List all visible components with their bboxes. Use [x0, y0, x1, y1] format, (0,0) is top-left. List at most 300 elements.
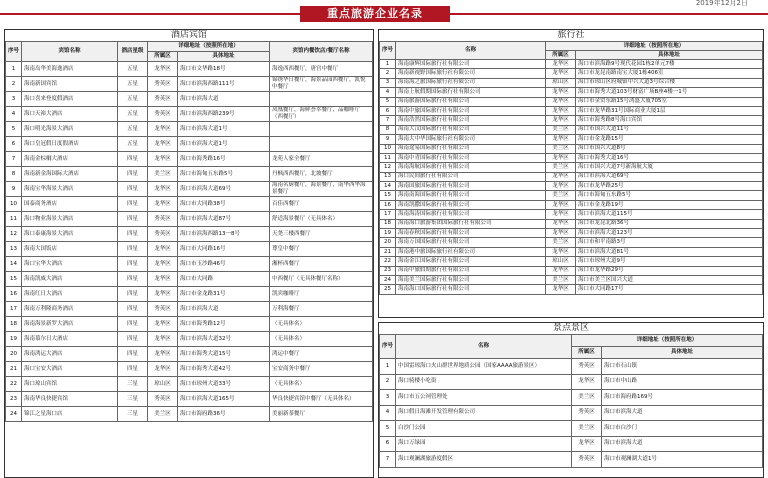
hotels-cell-no: 8	[6, 167, 22, 182]
hotels-cell-district: 龙华区	[148, 62, 178, 77]
hotels-header-district: 所属区	[148, 52, 178, 62]
travel-cell-address: 海口市金龙路19号	[576, 200, 763, 209]
hotels-row	[6, 152, 373, 167]
travel-cell-name: 海南海口旅游集团国际旅行社有限公司	[396, 219, 546, 228]
travel-cell-address: 海口市滨海大道123号	[576, 229, 763, 238]
hotels-cell-name: 锦江之星海口店	[22, 407, 118, 422]
hotels-cell-district: 龙华区	[148, 317, 178, 332]
hotels-cell-address: 海口市海甸五东路5号	[178, 167, 270, 182]
hotels-cell-name: 海南华良快捷宾馆	[22, 392, 118, 407]
hotels-cell-no: 23	[6, 392, 22, 407]
hotels-cell-district: 龙华区	[148, 287, 178, 302]
hotels-cell-no: 16	[6, 287, 22, 302]
hotels-cell-address: 海口市滨海大道	[178, 302, 270, 317]
travel-cell-name: 海南港中旅国际旅行社有限公司	[396, 247, 546, 256]
hotels-cell-district: 龙华区	[148, 347, 178, 362]
hotels-row	[6, 62, 373, 77]
travel-row	[380, 238, 763, 247]
travel-cell-district: 龙华区	[546, 60, 576, 69]
travel-cell-name: 海南中青国际旅行社有限公司	[396, 153, 546, 162]
scenic-cell-no: 3	[380, 390, 396, 406]
travel-cell-district: 龙华区	[546, 135, 576, 144]
travel-cell-district: 美兰区	[546, 275, 576, 284]
travel-cell-name: 海南途易国际旅行社有限公司	[396, 144, 546, 153]
travel-cell-no: 19	[380, 229, 396, 238]
hotels-cell-district: 秀英区	[148, 392, 178, 407]
hotels-cell-no: 20	[6, 347, 22, 362]
travel-row	[380, 191, 763, 200]
scenic-row	[380, 405, 763, 421]
hotels-cell-address: 海口市海秀大道15号	[178, 347, 270, 362]
travel-cell-name: 海南上航假期国际旅行社有限公司	[396, 88, 546, 97]
scenic-row	[380, 452, 763, 468]
travel-cell-name: 海南海口国际旅行社有限公司	[396, 285, 546, 294]
hotels-cell-star: 四星	[118, 287, 148, 302]
scenic-cell-no: 6	[380, 436, 396, 452]
hotels-cell-restaurant	[270, 122, 373, 137]
hotels-row	[6, 137, 373, 152]
scenic-header-address: 具体地址	[602, 347, 763, 359]
hotels-cell-star: 四星	[118, 212, 148, 227]
travel-cell-address: 海口市龙华路29号	[576, 266, 763, 275]
hotels-cell-restaurant: 海逸西西餐厅，唐宫中餐厅	[270, 62, 373, 77]
hotels-cell-no: 18	[6, 317, 22, 332]
scenic-cell-no: 2	[380, 374, 396, 390]
hotels-cell-district: 龙华区	[148, 242, 178, 257]
hotels-cell-name: 海南新国宾馆	[22, 77, 118, 92]
scenic-cell-address: 海口市观澜湖大道1号	[602, 452, 763, 468]
hotels-cell-restaurant: 万利海餐厅	[270, 302, 373, 317]
hotels-cell-name: 海口泰康海景大酒店	[22, 227, 118, 242]
hotels-cell-address: 海口市海秀路12号	[178, 317, 270, 332]
travel-cell-name: 海南国旅国际旅行社有限公司	[396, 182, 546, 191]
travel-cell-no: 3	[380, 78, 396, 87]
hotels-cell-restaurant: 锦绣华日餐厅，海景品园西餐厅，凯悦中餐厅	[270, 77, 373, 92]
hotels-cell-district: 龙华区	[148, 257, 178, 272]
hotels-cell-address: 海口市滨海西路13一8号	[178, 227, 270, 242]
travel-row	[380, 135, 763, 144]
travel-cell-district: 琼山区	[546, 257, 576, 266]
travel-cell-address: 海口市龙华路25号	[576, 182, 763, 191]
hotels-cell-name: 海南红日大酒店	[22, 287, 118, 302]
hotels-cell-name: 海南金棕榈大酒店	[22, 152, 118, 167]
hotels-cell-name: 国泰商务酒店	[22, 197, 118, 212]
hotels-cell-star: 三星	[118, 377, 148, 392]
hotels-row	[6, 377, 373, 392]
scenic-cell-district: 龙华区	[572, 436, 602, 452]
hotels-cell-no: 24	[6, 407, 22, 422]
hotels-cell-star: 四星	[118, 227, 148, 242]
hotels-cell-no: 13	[6, 242, 22, 257]
hotels-panel	[4, 29, 374, 478]
travel-cell-address: 海口市海甸五东路5号	[576, 191, 763, 200]
hotels-cell-star: 四星	[118, 182, 148, 197]
scenic-cell-no: 7	[380, 452, 396, 468]
travel-header-no: 序号	[380, 42, 396, 60]
hotels-cell-address: 海口市滨海大道165号	[178, 392, 270, 407]
hotels-cell-name: 海南万利隆商务酒店	[22, 302, 118, 317]
travel-cell-address: 海口市国兴大道7号新海航大厦	[576, 163, 763, 172]
hotels-cell-name: 海口琼山宾馆	[22, 377, 118, 392]
scenic-cell-address: 海口市石山镇	[602, 359, 763, 375]
hotels-cell-restaurant: 海南名厨餐厅，海景餐厅，南华西华海景餐厅	[270, 182, 373, 197]
hotels-cell-no: 10	[6, 197, 22, 212]
travel-cell-no: 4	[380, 88, 396, 97]
hotels-cell-address: 海口市滨海西路111号	[178, 77, 270, 92]
hotels-row	[6, 287, 373, 302]
hotels-cell-no: 6	[6, 137, 22, 152]
hotels-cell-no: 7	[6, 152, 22, 167]
scenic-cell-name: 海口万绿园	[396, 436, 572, 452]
travel-cell-no: 1	[380, 60, 396, 69]
travel-cell-district: 龙华区	[546, 182, 576, 191]
hotels-cell-restaurant: 华良快捷宾馆中餐厅（无具体名）	[270, 392, 373, 407]
hotels-row	[6, 332, 373, 347]
hotels-cell-district: 秀英区	[148, 212, 178, 227]
travel-cell-district: 龙华区	[546, 69, 576, 78]
hotels-cell-restaurant: 百佳西餐厅	[270, 197, 373, 212]
hotels-cell-address: 海口市大同路16号	[178, 242, 270, 257]
hotels-cell-star: 五星	[118, 92, 148, 107]
hotels-header-name: 宾馆名称	[22, 42, 118, 62]
scenic-cell-address: 海口市白沙门	[602, 421, 763, 437]
hotels-cell-star: 四星	[118, 152, 148, 167]
hotels-cell-address: 海口市滨海大道87号	[178, 212, 270, 227]
travel-header-district: 所属区	[546, 51, 576, 60]
hotels-cell-address: 海口市滨海大道1号	[178, 122, 270, 137]
scenic-cell-no: 1	[380, 359, 396, 375]
hotels-row	[6, 122, 373, 137]
travel-cell-no: 8	[380, 125, 396, 134]
hotels-row	[6, 362, 373, 377]
scenic-panel	[378, 322, 764, 478]
hotels-cell-address: 海口市滨海西路239号	[178, 107, 270, 122]
travel-row	[380, 247, 763, 256]
hotels-cell-restaurant	[270, 92, 373, 107]
scenic-header-name: 名称	[396, 335, 572, 359]
travel-cell-name: 海南中旅国际旅行社有限公司	[396, 106, 546, 115]
hotels-cell-restaurant: 丹枫西西餐厅，北坡餐厅	[270, 167, 373, 182]
travel-header-address-group: 详细地址（按照所在地）	[546, 42, 763, 51]
hotels-cell-address: 海口市大同路38号	[178, 197, 270, 212]
scenic-cell-district: 美兰区	[572, 390, 602, 406]
hotels-cell-district: 龙华区	[148, 152, 178, 167]
hotels-cell-name: 海南海景新罗大酒店	[22, 317, 118, 332]
travel-row	[380, 285, 763, 294]
hotels-cell-district: 美兰区	[148, 407, 178, 422]
scenic-cell-name: 海口骑楼小吃街	[396, 374, 572, 390]
hotels-cell-district: 龙华区	[148, 182, 178, 197]
travel-cell-no: 9	[380, 135, 396, 144]
hotels-cell-address: 海口市金龙路31号	[178, 287, 270, 302]
travel-cell-no: 22	[380, 257, 396, 266]
travel-cell-address: 海口市美兰区国兴大道	[576, 275, 763, 284]
hotels-row	[6, 212, 373, 227]
travel-cell-address: 海口市金龙路15号	[576, 135, 763, 144]
travel-cell-address: 海口市滨海大道115号	[576, 210, 763, 219]
hotels-cell-restaurant: 凤凰餐厅，海鲜荟萃餐厅，品咖啡厅（西餐厅）	[270, 107, 373, 122]
scenic-cell-district: 秀英区	[572, 359, 602, 375]
hotels-cell-address: 海口市玉沙路46号	[178, 257, 270, 272]
hotels-row	[6, 107, 373, 122]
hotels-cell-name: 海口天裕大酒店	[22, 107, 118, 122]
hotels-header-address: 具体地址	[178, 52, 270, 62]
hotels-cell-no: 14	[6, 257, 22, 272]
travel-row	[380, 69, 763, 78]
travel-cell-district: 琼山区	[546, 78, 576, 87]
travel-cell-district: 美兰区	[546, 191, 576, 200]
hotels-row	[6, 92, 373, 107]
hotels-cell-no: 21	[6, 362, 22, 377]
scenic-row	[380, 421, 763, 437]
travel-cell-address: 海口市海秀大道16号	[576, 153, 763, 162]
travel-cell-district: 龙华区	[546, 116, 576, 125]
travel-cell-address: 海口市龙昆南路南宝大厦1栋406室	[576, 69, 763, 78]
travel-cell-name: 海南万国国际旅行社有限公司	[396, 238, 546, 247]
hotels-cell-no: 19	[6, 332, 22, 347]
travel-row	[380, 229, 763, 238]
hotels-header-star: 酒店星级	[118, 42, 148, 62]
travel-cell-name: 海口民间旅行社有限公司	[396, 172, 546, 181]
hotels-cell-star: 四星	[118, 347, 148, 362]
hotels-cell-restaurant: 宝安商务中餐厅	[270, 362, 373, 377]
hotels-cell-star: 四星	[118, 317, 148, 332]
scenic-cell-name: 海口市五公祠管理处	[396, 390, 572, 406]
travel-cell-no: 13	[380, 172, 396, 181]
hotels-cell-restaurant: （无具体名）	[270, 377, 373, 392]
travel-row	[380, 275, 763, 284]
travel-cell-name: 海南中旅假期旅行社有限公司	[396, 266, 546, 275]
travel-row	[380, 163, 763, 172]
scenic-row	[380, 390, 763, 406]
scenic-row	[380, 374, 763, 390]
hotels-cell-address: 海口市海府路36号	[178, 407, 270, 422]
hotels-cell-star: 四星	[118, 332, 148, 347]
hotels-cell-no: 4	[6, 107, 22, 122]
hotels-cell-restaurant: 美丽新茶餐厅	[270, 407, 373, 422]
hotels-cell-name: 海南凯威大酒店	[22, 272, 118, 287]
hotels-cell-district: 龙华区	[148, 137, 178, 152]
hotels-cell-address: 海口市琼州大道33号	[178, 377, 270, 392]
travel-row	[380, 182, 763, 191]
travel-cell-address: 海口市国兴大道11号	[576, 125, 763, 134]
hotels-cell-star: 五星	[118, 77, 148, 92]
travel-cell-district: 龙华区	[546, 229, 576, 238]
hotels-cell-restaurant: 舒适海景餐厅（无具体名）	[270, 212, 373, 227]
travel-row	[380, 97, 763, 106]
scenic-cell-address: 海口市海府路169号	[602, 390, 763, 406]
travel-cell-district: 美兰区	[546, 238, 576, 247]
hotels-cell-star: 五星	[118, 137, 148, 152]
travel-cell-district: 龙华区	[546, 97, 576, 106]
travel-cell-no: 15	[380, 191, 396, 200]
travel-cell-district: 龙华区	[546, 153, 576, 162]
hotels-cell-restaurant	[270, 137, 373, 152]
scenic-cell-name: 中国雷琼海口火山群世界地质公园（国家AAAA旅游景区）	[396, 359, 572, 375]
travel-cell-no: 11	[380, 153, 396, 162]
hotels-cell-star: 五星	[118, 122, 148, 137]
hotels-cell-star: 四星	[118, 302, 148, 317]
travel-cell-district: 美兰区	[546, 163, 576, 172]
travel-cell-name: 海南凯撒国际旅行社有限公司	[396, 200, 546, 209]
travel-cell-address: 海口市金贸东路15号鸿盛大厦705室	[576, 97, 763, 106]
hotels-cell-district: 龙华区	[148, 332, 178, 347]
travel-row	[380, 172, 763, 181]
travel-row	[380, 153, 763, 162]
travel-row	[380, 200, 763, 209]
travel-row	[380, 78, 763, 87]
hotels-cell-name: 海口皇冠假日度假酒店	[22, 137, 118, 152]
hotels-cell-restaurant: 凯宾咖啡厅	[270, 287, 373, 302]
travel-row	[380, 116, 763, 125]
travel-cell-name: 海南金江国际旅行社有限公司	[396, 257, 546, 266]
travel-cell-name: 海南康辉国际旅行社有限公司	[396, 60, 546, 69]
hotels-cell-star: 三星	[118, 407, 148, 422]
hotels-cell-name: 海口宝华大酒店	[22, 257, 118, 272]
hotels-cell-address: 海口市文华路18号	[178, 62, 270, 77]
travel-cell-district: 龙华区	[546, 285, 576, 294]
travel-cell-address: 海口市国兴大道8号	[576, 144, 763, 153]
scenic-cell-address: 海口市中山路	[602, 374, 763, 390]
hotels-cell-restaurant: 天尧三楼西餐厅	[270, 227, 373, 242]
travel-cell-no: 20	[380, 238, 396, 247]
scenic-cell-district: 秀英区	[572, 405, 602, 421]
hotels-cell-restaurant: 龙苑人家全餐厅	[270, 152, 373, 167]
travel-cell-address: 海口市龙华路31号国际商业大厦1层	[576, 106, 763, 115]
hotels-cell-name: 海南大国饭店	[22, 242, 118, 257]
travel-panel	[378, 29, 764, 318]
date-stamp: 2019年12月2日	[695, 0, 748, 7]
travel-cell-district: 龙华区	[546, 219, 576, 228]
hotels-cell-district: 琼山区	[148, 377, 178, 392]
hotels-cell-name: 海南鸿运大酒店	[22, 347, 118, 362]
travel-row	[380, 60, 763, 69]
travel-cell-name: 海南美兰国际旅行社有限公司	[396, 275, 546, 284]
hotels-row	[6, 167, 373, 182]
travel-table	[379, 41, 763, 295]
hotels-cell-address: 海口市滨海大道1号	[178, 137, 270, 152]
travel-cell-no: 12	[380, 163, 396, 172]
hotels-cell-address: 海口市大同路	[178, 272, 270, 287]
travel-cell-no: 17	[380, 210, 396, 219]
hotels-row	[6, 77, 373, 92]
travel-cell-no: 24	[380, 275, 396, 284]
travel-cell-address: 海口市和平南路3号	[576, 238, 763, 247]
travel-cell-address: 海口市琼州大道9号	[576, 257, 763, 266]
travel-cell-address: 海口市大同路17号	[576, 285, 763, 294]
travel-cell-no: 18	[380, 219, 396, 228]
travel-cell-address: 海口市滨海大道69号	[576, 172, 763, 181]
hotels-cell-no: 2	[6, 77, 22, 92]
hotels-row	[6, 257, 373, 272]
hotels-cell-restaurant: （无具体名）	[270, 332, 373, 347]
travel-row	[380, 219, 763, 228]
travel-cell-district: 龙华区	[546, 247, 576, 256]
hotels-cell-star: 四星	[118, 362, 148, 377]
hotels-row	[6, 347, 373, 362]
hotels-cell-district: 秀英区	[148, 302, 178, 317]
scenic-cell-district: 美兰区	[572, 421, 602, 437]
travel-cell-address: 海口市琼山区府城镇中兴大道3号综合楼	[576, 78, 763, 87]
hotels-row	[6, 227, 373, 242]
hotels-header-restaurant: 宾馆内餐饮店/餐厅名称	[270, 42, 373, 62]
hotels-cell-star: 四星	[118, 257, 148, 272]
hotels-row	[6, 272, 373, 287]
travel-cell-district: 龙华区	[546, 172, 576, 181]
scenic-header-address-group: 详细地址（按照所在地）	[572, 335, 763, 347]
travel-cell-address: 海口市滨海大道81号	[576, 247, 763, 256]
travel-cell-no: 7	[380, 116, 396, 125]
hotels-cell-district: 美兰区	[148, 167, 178, 182]
travel-row	[380, 266, 763, 275]
travel-row	[380, 125, 763, 134]
hotels-cell-star: 五星	[118, 107, 148, 122]
travel-cell-district: 龙华区	[546, 106, 576, 115]
travel-cell-district: 龙华区	[546, 210, 576, 219]
scenic-row	[380, 436, 763, 452]
travel-row	[380, 210, 763, 219]
travel-cell-name: 海南浩然国际旅行社有限公司	[396, 116, 546, 125]
scenic-cell-name: 白沙门公园	[396, 421, 572, 437]
hotels-cell-district: 秀英区	[148, 77, 178, 92]
travel-cell-district: 龙华区	[546, 200, 576, 209]
hotels-cell-no: 3	[6, 92, 22, 107]
travel-cell-no: 25	[380, 285, 396, 294]
hotels-cell-district: 龙华区	[148, 362, 178, 377]
hotels-cell-no: 1	[6, 62, 22, 77]
hotels-cell-name: 海南新金海国际大酒店	[22, 167, 118, 182]
hotels-row	[6, 197, 373, 212]
hotels-row	[6, 242, 373, 257]
travel-cell-district: 龙华区	[546, 266, 576, 275]
hotels-cell-name: 海口宝安大酒店	[22, 362, 118, 377]
travel-cell-no: 10	[380, 144, 396, 153]
hotels-cell-district: 秀英区	[148, 107, 178, 122]
travel-header-name: 名称	[396, 42, 546, 60]
scenic-row	[380, 359, 763, 375]
travel-cell-name: 海南春秋国际旅行社有限公司	[396, 229, 546, 238]
travel-cell-no: 14	[380, 182, 396, 191]
travel-cell-name: 海南南海国际旅行社有限公司	[396, 191, 546, 200]
hotels-cell-no: 9	[6, 182, 22, 197]
hotels-cell-district: 龙华区	[148, 272, 178, 287]
travel-cell-address: 海口市龙昆北路36号	[576, 219, 763, 228]
hotels-row	[6, 392, 373, 407]
scenic-cell-no: 4	[380, 405, 396, 421]
hotels-row	[6, 182, 373, 197]
hotels-cell-address: 海口市滨海大道32号	[178, 332, 270, 347]
hotels-cell-no: 5	[6, 122, 22, 137]
hotels-cell-district: 龙华区	[148, 197, 178, 212]
travel-cell-name: 海南新视野国际旅行社有限公司	[396, 69, 546, 78]
travel-cell-no: 2	[380, 69, 396, 78]
hotels-title: 酒店宾馆	[170, 30, 207, 40]
scenic-cell-address: 海口市滨海大道	[602, 405, 763, 421]
hotels-row	[6, 302, 373, 317]
travel-cell-district: 龙华区	[546, 88, 576, 97]
hotels-cell-star: 五星	[118, 62, 148, 77]
travel-cell-district: 美兰区	[546, 125, 576, 134]
travel-cell-no: 23	[380, 266, 396, 275]
travel-cell-name: 海南海之旅国际旅行社有限公司	[396, 78, 546, 87]
scenic-cell-no: 5	[380, 421, 396, 437]
hotels-cell-district: 龙华区	[148, 122, 178, 137]
hotels-cell-address: 海口市滨海大道69号	[178, 182, 270, 197]
hotels-cell-name: 海南宝华海景大酒店	[22, 182, 118, 197]
hotels-cell-no: 12	[6, 227, 22, 242]
travel-cell-address: 海口市滨海路9号现代花园1栋2单元7楼	[576, 60, 763, 69]
hotels-cell-district: 秀英区	[148, 92, 178, 107]
